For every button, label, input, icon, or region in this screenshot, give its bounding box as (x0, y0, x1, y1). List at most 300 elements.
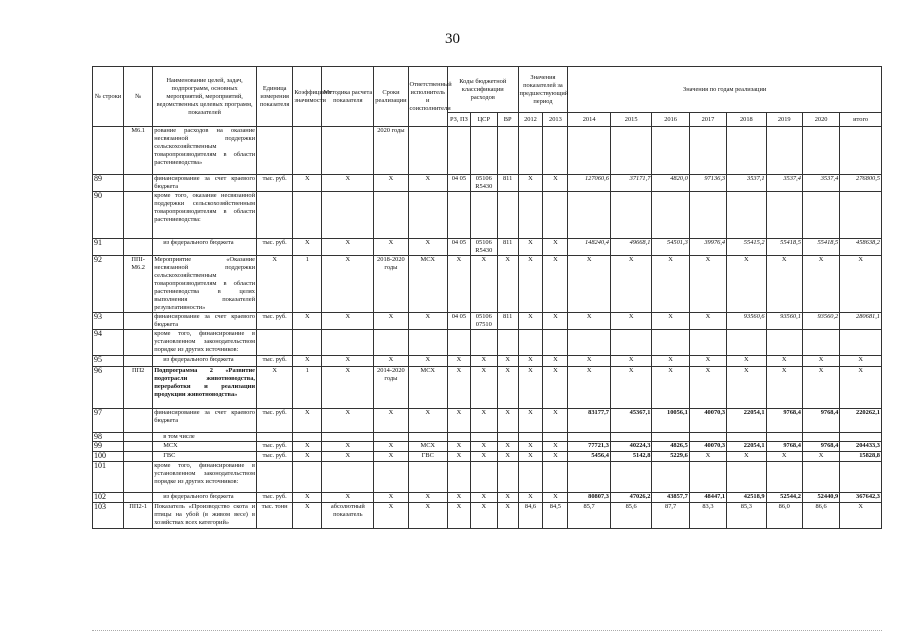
cell-resp: ГВС (408, 452, 447, 462)
cell-no (124, 330, 153, 356)
cell-total: Х (840, 256, 882, 313)
cell-no (124, 192, 153, 239)
cell-vr: 811 (497, 175, 518, 192)
cell-no (124, 442, 153, 452)
table-row (93, 239, 882, 256)
cell-method: Х (322, 442, 374, 452)
cell-v2016 (652, 433, 689, 442)
cell-rz: 04 05 (447, 175, 470, 192)
cell-term (374, 192, 408, 239)
cell-rz: Х (447, 256, 470, 313)
cell-resp: МСХ (408, 256, 447, 313)
cell-v2013 (543, 192, 568, 239)
cell-rz (447, 433, 470, 442)
cell-v2019: Х (766, 367, 802, 409)
cell-v2019: 55418,5 (766, 239, 802, 256)
cell-coef: Х (293, 493, 322, 503)
cell-v2017: Х (689, 367, 726, 409)
header-year: 2016 (652, 113, 689, 127)
cell-v2017: 40070,3 (689, 442, 726, 452)
cell-v2012 (518, 192, 543, 239)
cell-resp: МСХ (408, 442, 447, 452)
cell-v2017: Х (689, 356, 726, 367)
cell-v2018: 42518,9 (727, 493, 766, 503)
cell-v2013: Х (543, 356, 568, 367)
cell-no: ППI-М6.2 (124, 256, 153, 313)
cell-resp: Х (408, 409, 447, 433)
cell-resp: Х (408, 175, 447, 192)
header-year: 2014 (568, 113, 611, 127)
cell-v2016: 10056,1 (652, 409, 689, 433)
header-coefficient: Коэффициент значимости (293, 67, 322, 127)
cell-row: 96 (93, 367, 124, 409)
cell-name: Показатель «Производство скота и птицы на убой (в живом весе) в хозяйствах всех категорий» (153, 503, 257, 529)
table-row (93, 127, 882, 175)
cell-name: кроме того, финансирование в установленном законодательством порядке из других источников: (153, 330, 257, 356)
cell-method (322, 462, 374, 493)
cell-v2015 (610, 330, 652, 356)
cell-v2015: 49668,1 (610, 239, 652, 256)
header-year: 2013 (543, 113, 568, 127)
cell-coef: Х (293, 452, 322, 462)
cell-total (840, 433, 882, 442)
cell-v2018 (727, 462, 766, 493)
cell-v2015 (610, 192, 652, 239)
cell-v2014: 5456,4 (568, 452, 611, 462)
cell-vr (497, 127, 518, 175)
cell-v2012: 84,6 (518, 503, 543, 529)
cell-vr: 811 (497, 239, 518, 256)
cell-unit: тыс. руб. (257, 452, 293, 462)
cell-no: ПП2 (124, 367, 153, 409)
cell-v2014 (568, 330, 611, 356)
header-term: Сроки реализации (374, 67, 408, 127)
cell-v2017 (689, 192, 726, 239)
table-body (93, 127, 882, 529)
cell-v2019: 52544,2 (766, 493, 802, 503)
header-previous-values: Значения показателей за предшествующий период (518, 67, 568, 113)
cell-v2018 (727, 433, 766, 442)
cell-method (322, 127, 374, 175)
cell-unit (257, 433, 293, 442)
cell-v2020: Х (802, 452, 839, 462)
cell-v2019: 86,0 (766, 503, 802, 529)
cell-method: Х (322, 356, 374, 367)
cell-v2012: Х (518, 239, 543, 256)
cell-v2016: Х (652, 256, 689, 313)
cell-vr (497, 433, 518, 442)
cell-rz (447, 192, 470, 239)
cell-v2017: 39976,4 (689, 239, 726, 256)
cell-name: финансирование за счет краевого бюджета (154, 313, 255, 328)
cell-v2014 (568, 433, 611, 442)
cell-v2013: Х (543, 409, 568, 433)
cell-csr: Х (470, 452, 497, 462)
cell-vr: Х (497, 409, 518, 433)
cell-v2016: 87,7 (652, 503, 689, 529)
cell-v2013: Х (543, 442, 568, 452)
cell-name: финансирование за счет краевого бюджета (154, 175, 255, 190)
cell-v2020 (802, 127, 839, 175)
cell-method (322, 192, 374, 239)
cell-coef (293, 192, 322, 239)
cell-coef: Х (293, 313, 322, 330)
cell-no (124, 433, 153, 442)
cell-vr: Х (497, 442, 518, 452)
cell-v2016: 54501,3 (652, 239, 689, 256)
cell-row (93, 127, 124, 175)
header-number: № (124, 67, 153, 127)
cell-resp: Х (408, 493, 447, 503)
cell-row: 99 (93, 442, 124, 452)
cell-rz (447, 127, 470, 175)
cell-v2019: Х (766, 356, 802, 367)
cell-method: Х (322, 493, 374, 503)
cell-resp: Х (408, 239, 447, 256)
cell-v2017: Х (689, 256, 726, 313)
cell-no (124, 462, 153, 493)
cell-v2014 (568, 462, 611, 493)
cell-coef (293, 127, 322, 175)
cell-term (374, 330, 408, 356)
cell-term: Х (374, 493, 408, 503)
header-csr: ЦСР (470, 113, 497, 127)
table-row (93, 367, 882, 409)
cell-name: МСХ (153, 442, 257, 452)
cell-v2013: Х (543, 493, 568, 503)
cell-no (124, 356, 153, 367)
cell-vr (497, 192, 518, 239)
table-row (93, 356, 882, 367)
cell-v2017 (689, 330, 726, 356)
cell-name: ГВС (153, 452, 257, 462)
cell-csr: Х (470, 367, 497, 409)
cell-name: рование расходов на оказание несвязанной поддержки сельскохозяйственным товаропроизводителям в области растениеводства» (153, 127, 257, 175)
cell-v2018 (727, 192, 766, 239)
cell-v2020: 9768,4 (802, 409, 839, 433)
cell-v2018 (727, 127, 766, 175)
cell-total: Х (840, 356, 882, 367)
cell-v2013: Х (543, 313, 568, 330)
cell-v2012: Х (518, 442, 543, 452)
cell-csr: Х (470, 356, 497, 367)
cell-coef (293, 330, 322, 356)
cell-resp (408, 330, 447, 356)
cell-v2013 (543, 127, 568, 175)
cell-resp: Х (408, 356, 447, 367)
cell-csr: 05106 07510 (470, 313, 497, 330)
header-budget-codes: Коды бюджетной классификации расходов (447, 67, 518, 113)
cell-v2020 (802, 433, 839, 442)
cell-method: Х (322, 175, 374, 192)
cell-vr: Х (497, 367, 518, 409)
cell-term: Х (374, 239, 408, 256)
cell-v2019 (766, 433, 802, 442)
cell-method: абсолютный показатель (322, 503, 374, 529)
cell-csr: Х (470, 409, 497, 433)
table-row (93, 442, 882, 452)
cell-v2016: 5229,6 (652, 452, 689, 462)
cell-csr: Х (470, 493, 497, 503)
cell-method: Х (322, 452, 374, 462)
cell-resp (408, 462, 447, 493)
cell-v2013: Х (543, 367, 568, 409)
cell-unit: тыс. руб. (257, 313, 293, 330)
cell-v2012 (518, 330, 543, 356)
cell-v2014: 77721,3 (568, 442, 611, 452)
cell-v2014: 148240,4 (568, 239, 611, 256)
cell-term (374, 462, 408, 493)
cell-v2019: 9768,4 (766, 442, 802, 452)
cell-v2020: Х (802, 356, 839, 367)
cell-term: Х (374, 175, 408, 192)
cell-v2019 (766, 192, 802, 239)
cell-no (124, 409, 153, 433)
cell-v2012: Х (518, 313, 543, 330)
cell-v2012 (518, 462, 543, 493)
cell-v2019 (766, 462, 802, 493)
cell-csr (470, 462, 497, 493)
header-vr: ВР (497, 113, 518, 127)
cell-method: Х (322, 367, 374, 409)
cell-v2019: Х (766, 452, 802, 462)
cell-name: из федерального бюджета (153, 493, 257, 503)
cell-csr: Х (470, 442, 497, 452)
cell-v2018 (727, 330, 766, 356)
cell-unit: тыс. руб. (257, 356, 293, 367)
cell-term: Х (374, 503, 408, 529)
cell-name: Подпрограмма 2 «Развитие подотрасли животноводства, переработки и реализации продукции животноводства» (153, 367, 257, 409)
cell-v2013 (543, 433, 568, 442)
cell-row: 101 (93, 462, 124, 493)
cell-v2012: Х (518, 452, 543, 462)
cell-v2015: 47026,2 (610, 493, 652, 503)
cell-term: Х (374, 356, 408, 367)
cell-method (322, 330, 374, 356)
table-row (93, 313, 882, 330)
cell-coef: 1 (293, 256, 322, 313)
cell-vr: Х (497, 452, 518, 462)
header-years-values: Значения по годам реализации (568, 67, 882, 113)
cell-v2014 (568, 127, 611, 175)
cell-v2016 (652, 192, 689, 239)
cell-v2013 (543, 462, 568, 493)
cell-v2018: Х (727, 367, 766, 409)
cell-v2013 (543, 330, 568, 356)
cell-v2013: Х (543, 452, 568, 462)
cell-csr (470, 330, 497, 356)
cell-total (840, 127, 882, 175)
cell-rz: Х (447, 503, 470, 529)
header-name: Наименование целей, задач, подпрограмм, основных мероприятий, мероприятий, ведомственных целевых программ, показателей (153, 67, 257, 127)
cell-unit (257, 127, 293, 175)
cell-unit (257, 192, 293, 239)
cell-v2017: 48447,1 (689, 493, 726, 503)
cell-coef: Х (293, 442, 322, 452)
cell-v2020: 9768,4 (802, 442, 839, 452)
cell-v2017: 40070,3 (689, 409, 726, 433)
cell-unit: Х (257, 256, 293, 313)
cell-method: Х (322, 409, 374, 433)
cell-v2012: Х (518, 493, 543, 503)
cell-v2012: Х (518, 409, 543, 433)
cell-v2018: Х (727, 256, 766, 313)
cell-rz: Х (447, 493, 470, 503)
cell-term: Х (374, 409, 408, 433)
cell-v2012: Х (518, 367, 543, 409)
cell-vr: Х (497, 256, 518, 313)
cell-csr: Х (470, 256, 497, 313)
cell-v2017: Х (689, 452, 726, 462)
cell-v2013: Х (543, 175, 568, 192)
cell-unit: тыс. руб. (257, 239, 293, 256)
header-total: итого (840, 113, 882, 127)
cell-v2015: 37171,7 (610, 175, 652, 192)
table-row (93, 256, 882, 313)
cell-rz (447, 330, 470, 356)
cell-v2020: 93560,2 (802, 313, 839, 330)
cell-v2015: 85,6 (610, 503, 652, 529)
header-year: 2019 (766, 113, 802, 127)
cell-v2019: Х (766, 256, 802, 313)
header-row-number: № строки (93, 67, 124, 127)
cell-csr (470, 192, 497, 239)
header-year: 2017 (689, 113, 726, 127)
cell-v2014: 80807,3 (568, 493, 611, 503)
cell-rz: Х (447, 367, 470, 409)
cell-v2012: Х (518, 256, 543, 313)
cell-v2016 (652, 330, 689, 356)
cell-resp (408, 127, 447, 175)
cell-method (322, 433, 374, 442)
cell-v2015: 45367,1 (610, 409, 652, 433)
cell-term (374, 433, 408, 442)
cell-v2016 (652, 462, 689, 493)
cell-vr (497, 462, 518, 493)
cell-vr: Х (497, 503, 518, 529)
cell-name: из федерального бюджета (153, 239, 257, 256)
cell-v2015 (610, 462, 652, 493)
cell-total: Х (840, 503, 882, 529)
cell-v2020 (802, 330, 839, 356)
cell-row: 93 (93, 313, 124, 330)
cell-v2018: 55415,2 (727, 239, 766, 256)
cell-v2019 (766, 127, 802, 175)
cell-term: Х (374, 452, 408, 462)
cell-method: Х (322, 313, 374, 330)
cell-csr (470, 433, 497, 442)
cell-v2013: Х (543, 239, 568, 256)
cell-term: 2014-2020 годы (374, 367, 408, 409)
cell-resp: Х (408, 503, 447, 529)
cell-v2012: Х (518, 175, 543, 192)
cell-v2014: Х (568, 313, 611, 330)
cell-v2014: 83177,7 (568, 409, 611, 433)
cell-total: 276800,5 (840, 175, 882, 192)
cell-v2016: Х (652, 313, 689, 330)
cell-v2018: 3537,1 (727, 175, 766, 192)
cell-v2014: Х (568, 367, 611, 409)
program-indicators-table (92, 66, 882, 529)
cell-no: ПП2-1 (124, 503, 153, 529)
cell-row: 90 (93, 192, 124, 239)
cell-row: 94 (93, 330, 124, 356)
cell-total: 280681,1 (840, 313, 882, 330)
cell-total: 367642,3 (840, 493, 882, 503)
header-year: 2012 (518, 113, 543, 127)
cell-name: Мероприятие «Оказание несвязанной поддержки сельскохозяйственным товаропроизводителям в области растениеводства в целях выполнения показателей результативности» (154, 256, 255, 311)
cell-v2012: Х (518, 356, 543, 367)
cell-csr: Х (470, 503, 497, 529)
cell-v2014: 127060,6 (568, 175, 611, 192)
cell-resp: МСХ (408, 367, 447, 409)
cell-v2020: Х (802, 256, 839, 313)
table-row (93, 493, 882, 503)
table-row (93, 192, 882, 239)
cell-term: Х (374, 442, 408, 452)
cell-v2018: Х (727, 356, 766, 367)
cell-unit (257, 462, 293, 493)
table-row (93, 462, 882, 493)
cell-v2017 (689, 462, 726, 493)
cell-unit: тыс. тонн (257, 503, 293, 529)
cell-v2018: Х (727, 452, 766, 462)
cell-rz (447, 462, 470, 493)
cell-coef (293, 433, 322, 442)
table-row (93, 452, 882, 462)
cell-v2015 (610, 433, 652, 442)
cell-rz: Х (447, 442, 470, 452)
cell-csr: 05106 R5430 (470, 175, 497, 192)
cell-coef (293, 462, 322, 493)
cell-vr (497, 330, 518, 356)
cell-coef: Х (293, 356, 322, 367)
cell-v2016: 4820,0 (652, 175, 689, 192)
cell-v2014: 85,7 (568, 503, 611, 529)
cell-total: 220262,1 (840, 409, 882, 433)
cell-v2020: 86,6 (802, 503, 839, 529)
cell-total: 204433,3 (840, 442, 882, 452)
cell-vr: 811 (497, 313, 518, 330)
cell-v2020 (802, 192, 839, 239)
cell-v2016 (652, 127, 689, 175)
cell-total: 458638,2 (840, 239, 882, 256)
cell-v2019: 3537,4 (766, 175, 802, 192)
cell-vr: Х (497, 356, 518, 367)
cell-v2017: 83,3 (689, 503, 726, 529)
cell-term: 2018-2020 годы (374, 256, 408, 313)
table-row (93, 409, 882, 433)
header-method: Методика расчета показателя (322, 67, 374, 127)
header-unit: Единица измерения показателя (257, 67, 293, 127)
cell-rz: 04 05 (447, 239, 470, 256)
cell-v2017: 97136,3 (689, 175, 726, 192)
cell-coef: Х (293, 409, 322, 433)
cell-total: Х (840, 367, 882, 409)
cell-v2014: Х (568, 356, 611, 367)
cell-row: 91 (93, 239, 124, 256)
cell-csr (470, 127, 497, 175)
cell-v2015: Х (610, 313, 652, 330)
cell-rz: Х (447, 409, 470, 433)
cell-vr: Х (497, 493, 518, 503)
cell-no (124, 175, 153, 192)
cell-v2018: 85,3 (727, 503, 766, 529)
cell-total: 15828,8 (840, 452, 882, 462)
table-row (93, 433, 882, 442)
cell-v2019: 9768,4 (766, 409, 802, 433)
table-row (93, 175, 882, 192)
